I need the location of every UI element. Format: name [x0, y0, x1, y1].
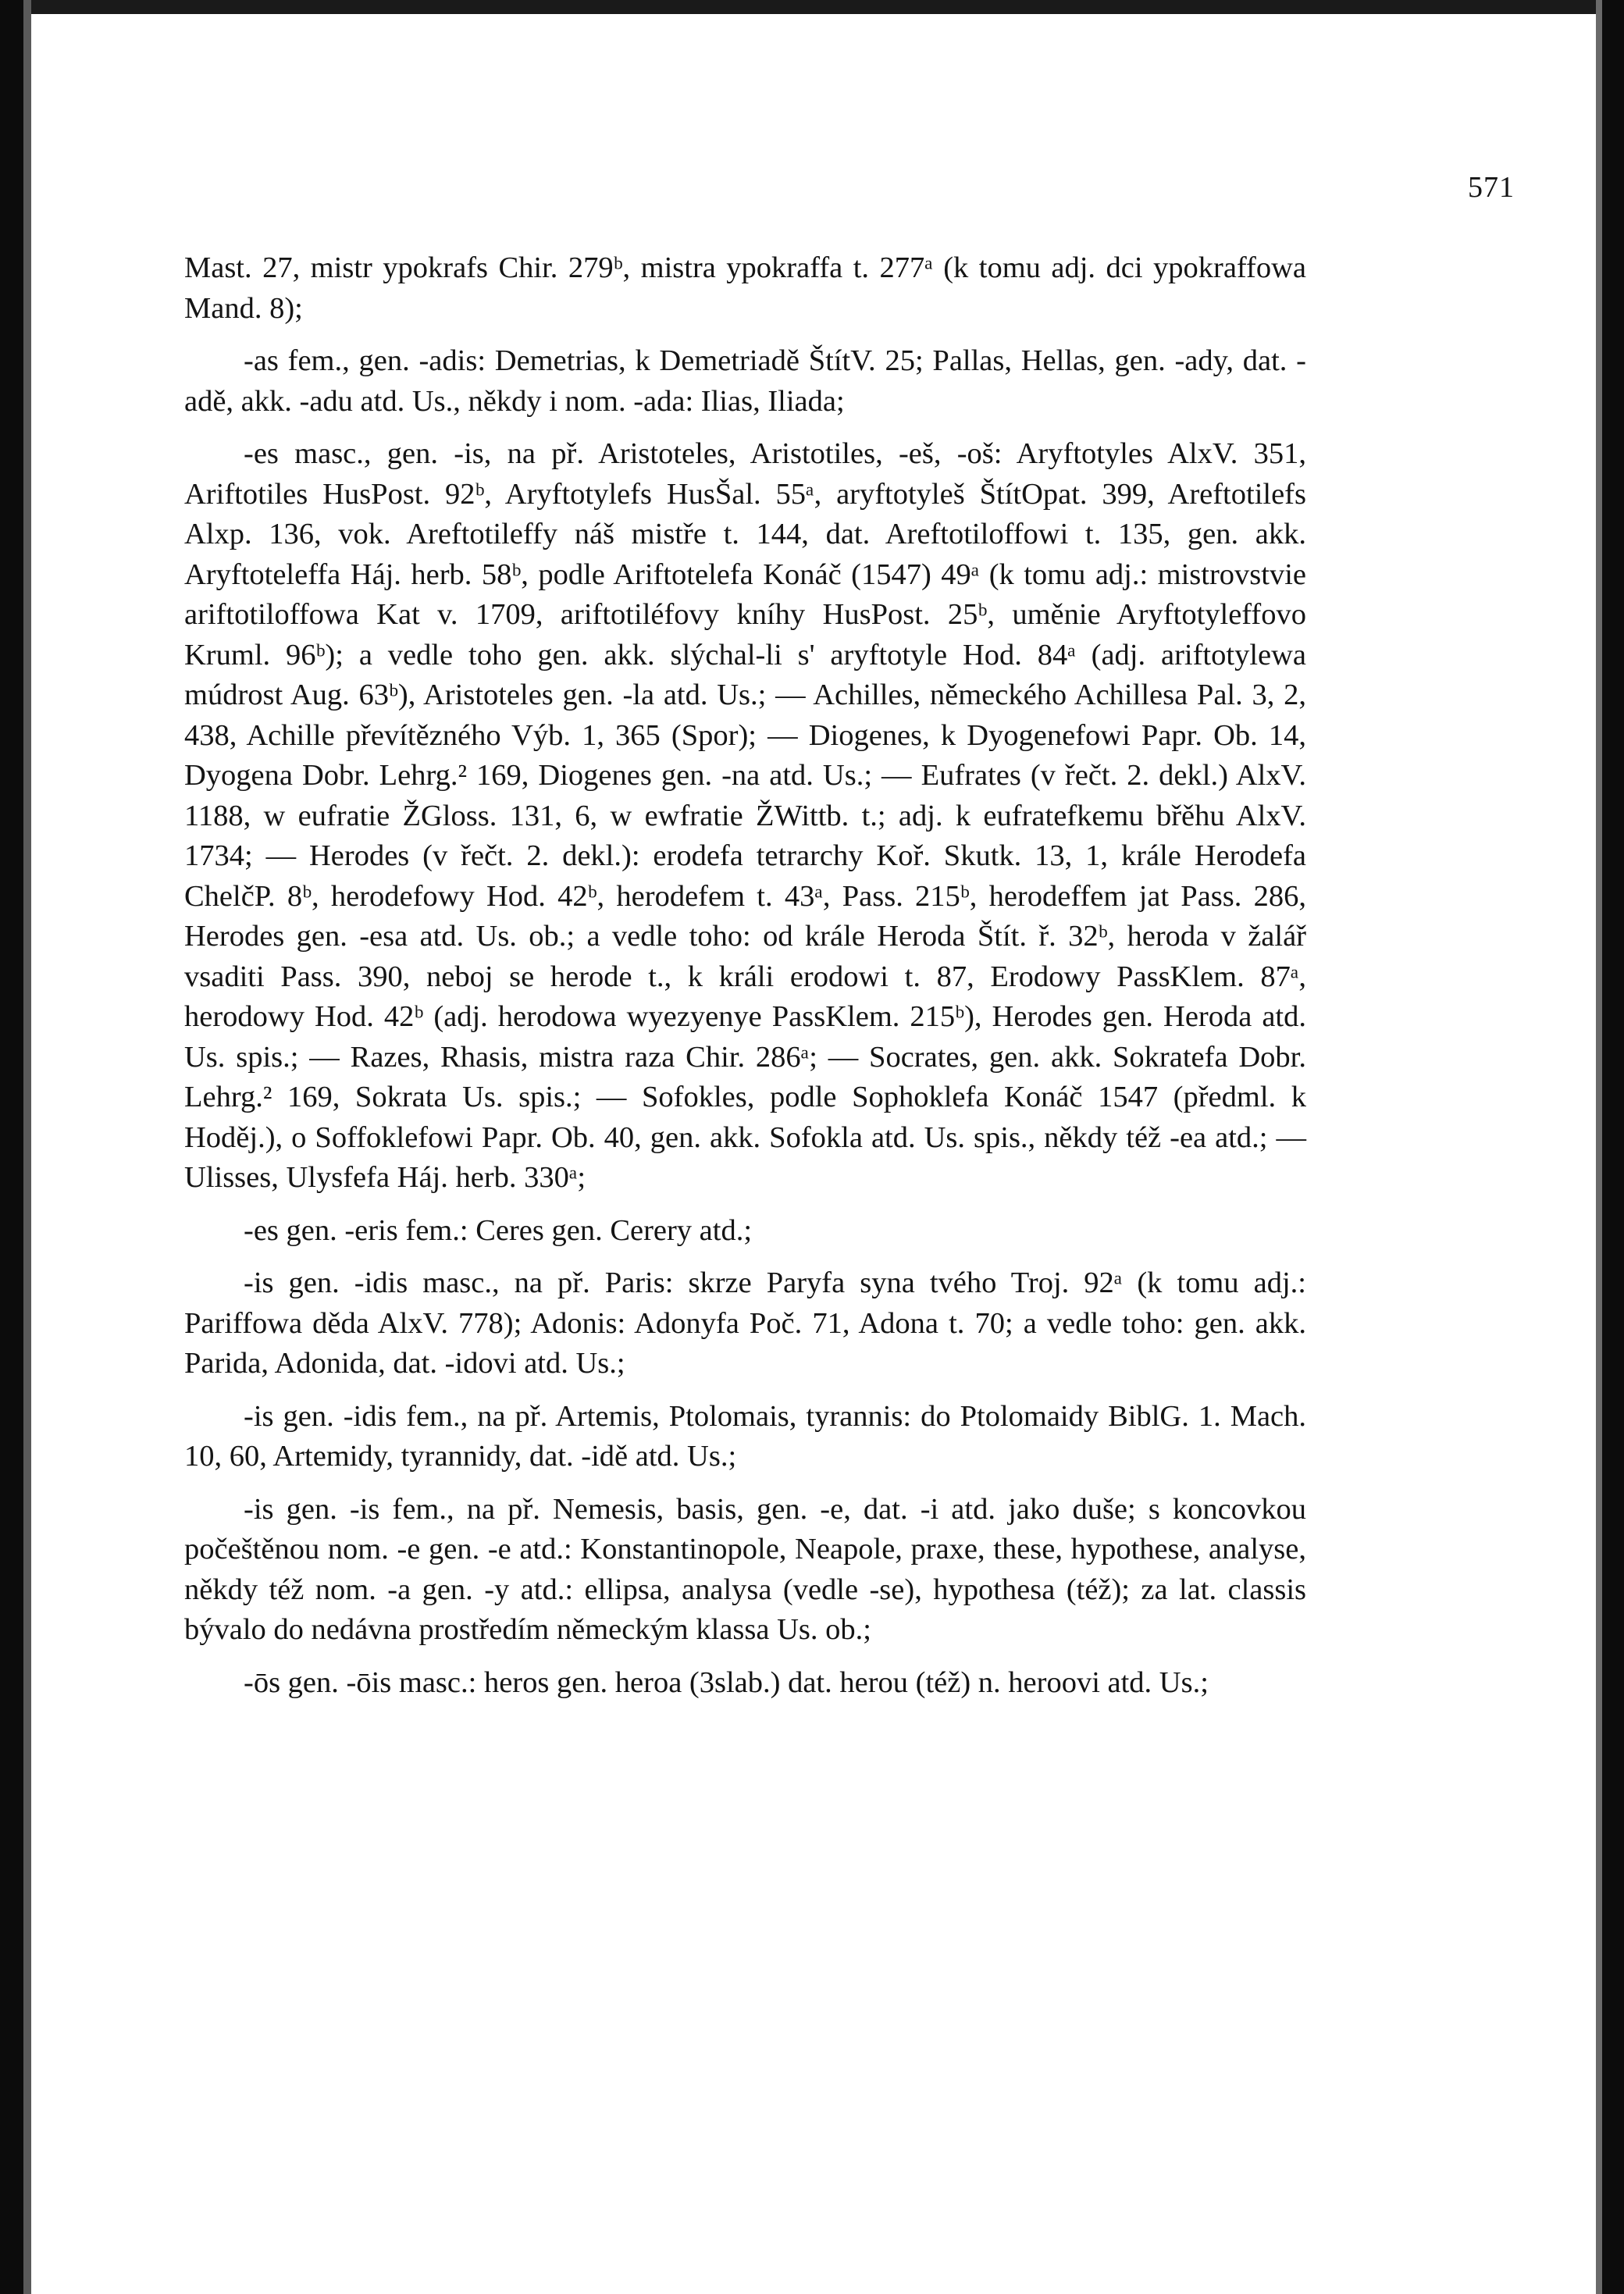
dictionary-text-block — [184, 248, 1306, 1703]
paragraph-7: -is gen. -is fem., na př. Nemesis, basis, gen. -e, dat. -i atd. jako duše; s koncovkou počeštěnou nom. -e gen. -e atd.: Konstantinopole, Neapole, praxe, these, hypothese, analyse, někdy též nom. -a gen. -y atd.: ellipsa, analysa (vedle -se), hypothesa (též); za lat. classis bývalo do nedávna prostředím německým klassa Us. ob.; — [184, 1492, 1306, 1646]
paragraph-5: -is gen. -idis masc., na př. Paris: skrze Paryfa syna tvého Troj. 92ᵃ (k tomu adj.: Pariffowa děda AlxV. 778); Adonis: Adonyfa Poč. 71, Adona t. 70; a vedle toho: gen. akk. Parida, Adonida, dat. -idovi atd. Us.; — [184, 1266, 1306, 1380]
scan-border-top — [0, 0, 1624, 14]
paragraph-3: -es masc., gen. -is, na př. Aristoteles, Aristotiles, -eš, -oš: Aryftotyles AlxV. 351, Ariftotiles HusPost. 92ᵇ, Aryftotylefs HusŠal. 55ᵃ, aryftotyleš ŠtítOpat. 399, Areftotilefs Alxp. 136, vok. Areftotileffy náš mistře t. 144, dat. Areftotiloffowi t. 135, gen. akk. Aryftoteleffa Háj. herb. 58ᵇ, podle Ariftotelefa Konáč (1547) 49ᵃ (k tomu adj.: mistrovstvie ariftotiloffowa Kat v. 1709, ariftotiléfovy kníhy HusPost. 25ᵇ, uměnie Aryftotyleffovo Kruml. 96ᵇ); a vedle toho gen. akk. slýchal-li s' aryftotyle Hod. 84ᵃ (adj. ariftotylewa múdrost Aug. 63ᵇ), Aristoteles gen. -la atd. Us.; — Achilles, německého Achillesa Pal. 3, 2, 438, Achille převítězného Výb. 1, 365 (Spor); — Diogenes, k Dyogenefowi Papr. Ob. 14, Dyogena Dobr. Lehrg.² 169, Diogenes gen. -na atd. Us.; — Eufrates (v řečt. 2. dekl.) AlxV. 1188, w eufratie ŽGloss. 131, 6, w ewfratie ŽWittb. t.; adj. k eufratefkemu břěhu AlxV. 1734; — Herodes (v řečt. 2. dekl.): erodefa tetrarchy Koř. Skutk. 13, 1, krále Herodefa ChelčP. 8ᵇ, herodefowy Hod. 42ᵇ, herodefem t. 43ᵃ, Pass. 215ᵇ, herodeffem jat Pass. 286, Herodes gen. -esa atd. Us. ob.; a vedle toho: od krále Heroda Štít. ř. 32ᵇ, heroda v žalář vsaditi Pass. 390, neboj se herode t., k králi erodowi t. 87, Erodowy PassKlem. 87ᵃ, herodowy Hod. 42ᵇ (adj. herodowa wyezyenye PassKlem. 215ᵇ), Herodes gen. Heroda atd. Us. spis.; — Razes, Rhasis, mistra raza Chir. 286ᵃ; — Socrates, gen. akk. Sokratefa Dobr. Lehrg.² 169, Sokrata Us. spis.; — Sofokles, podle Sophoklefa Konáč 1547 (předml. k Hoděj.), o Soffoklefowi Papr. Ob. 40, gen. akk. Sofokla atd. Us. spis., někdy též -ea atd.; — Ulisses, Ulysfefa Háj. herb. 330ᵃ; — [184, 437, 1306, 1194]
scan-border-left-shadow — [23, 0, 31, 2294]
page-number: 571 — [1468, 171, 1515, 204]
paragraph-1: Mast. 27, mistr ypokrafs Chir. 279ᵇ, mistra ypokraffa t. 277ᵃ (k tomu adj. dci ypokraffowa Mand. 8); — [184, 251, 1306, 325]
paragraph-6: -is gen. -idis fem., na př. Artemis, Ptolomais, tyrannis: do Ptolomaidy BiblG. 1. Mach. 10, 60, Artemidy, tyrannidy, dat. -idě atd. Us.; — [184, 1399, 1306, 1473]
paragraph-8: -ōs gen. -ōis masc.: heros gen. heroa (3slab.) dat. herou (též) n. heroovi atd. Us.; — [244, 1665, 1209, 1699]
scan-border-left — [0, 0, 23, 2294]
paragraph-4: -es gen. -eris fem.: Ceres gen. Cerery atd.; — [244, 1213, 753, 1247]
scan-border-right — [1602, 0, 1624, 2294]
paragraph-2: -as fem., gen. -adis: Demetrias, k Demetriadě ŠtítV. 25; Pallas, Hellas, gen. -ady, dat. -adě, akk. -adu atd. Us., někdy i nom. -ada: Ilias, Iliada; — [184, 344, 1306, 418]
scan-border-right-shadow — [1596, 0, 1602, 2294]
